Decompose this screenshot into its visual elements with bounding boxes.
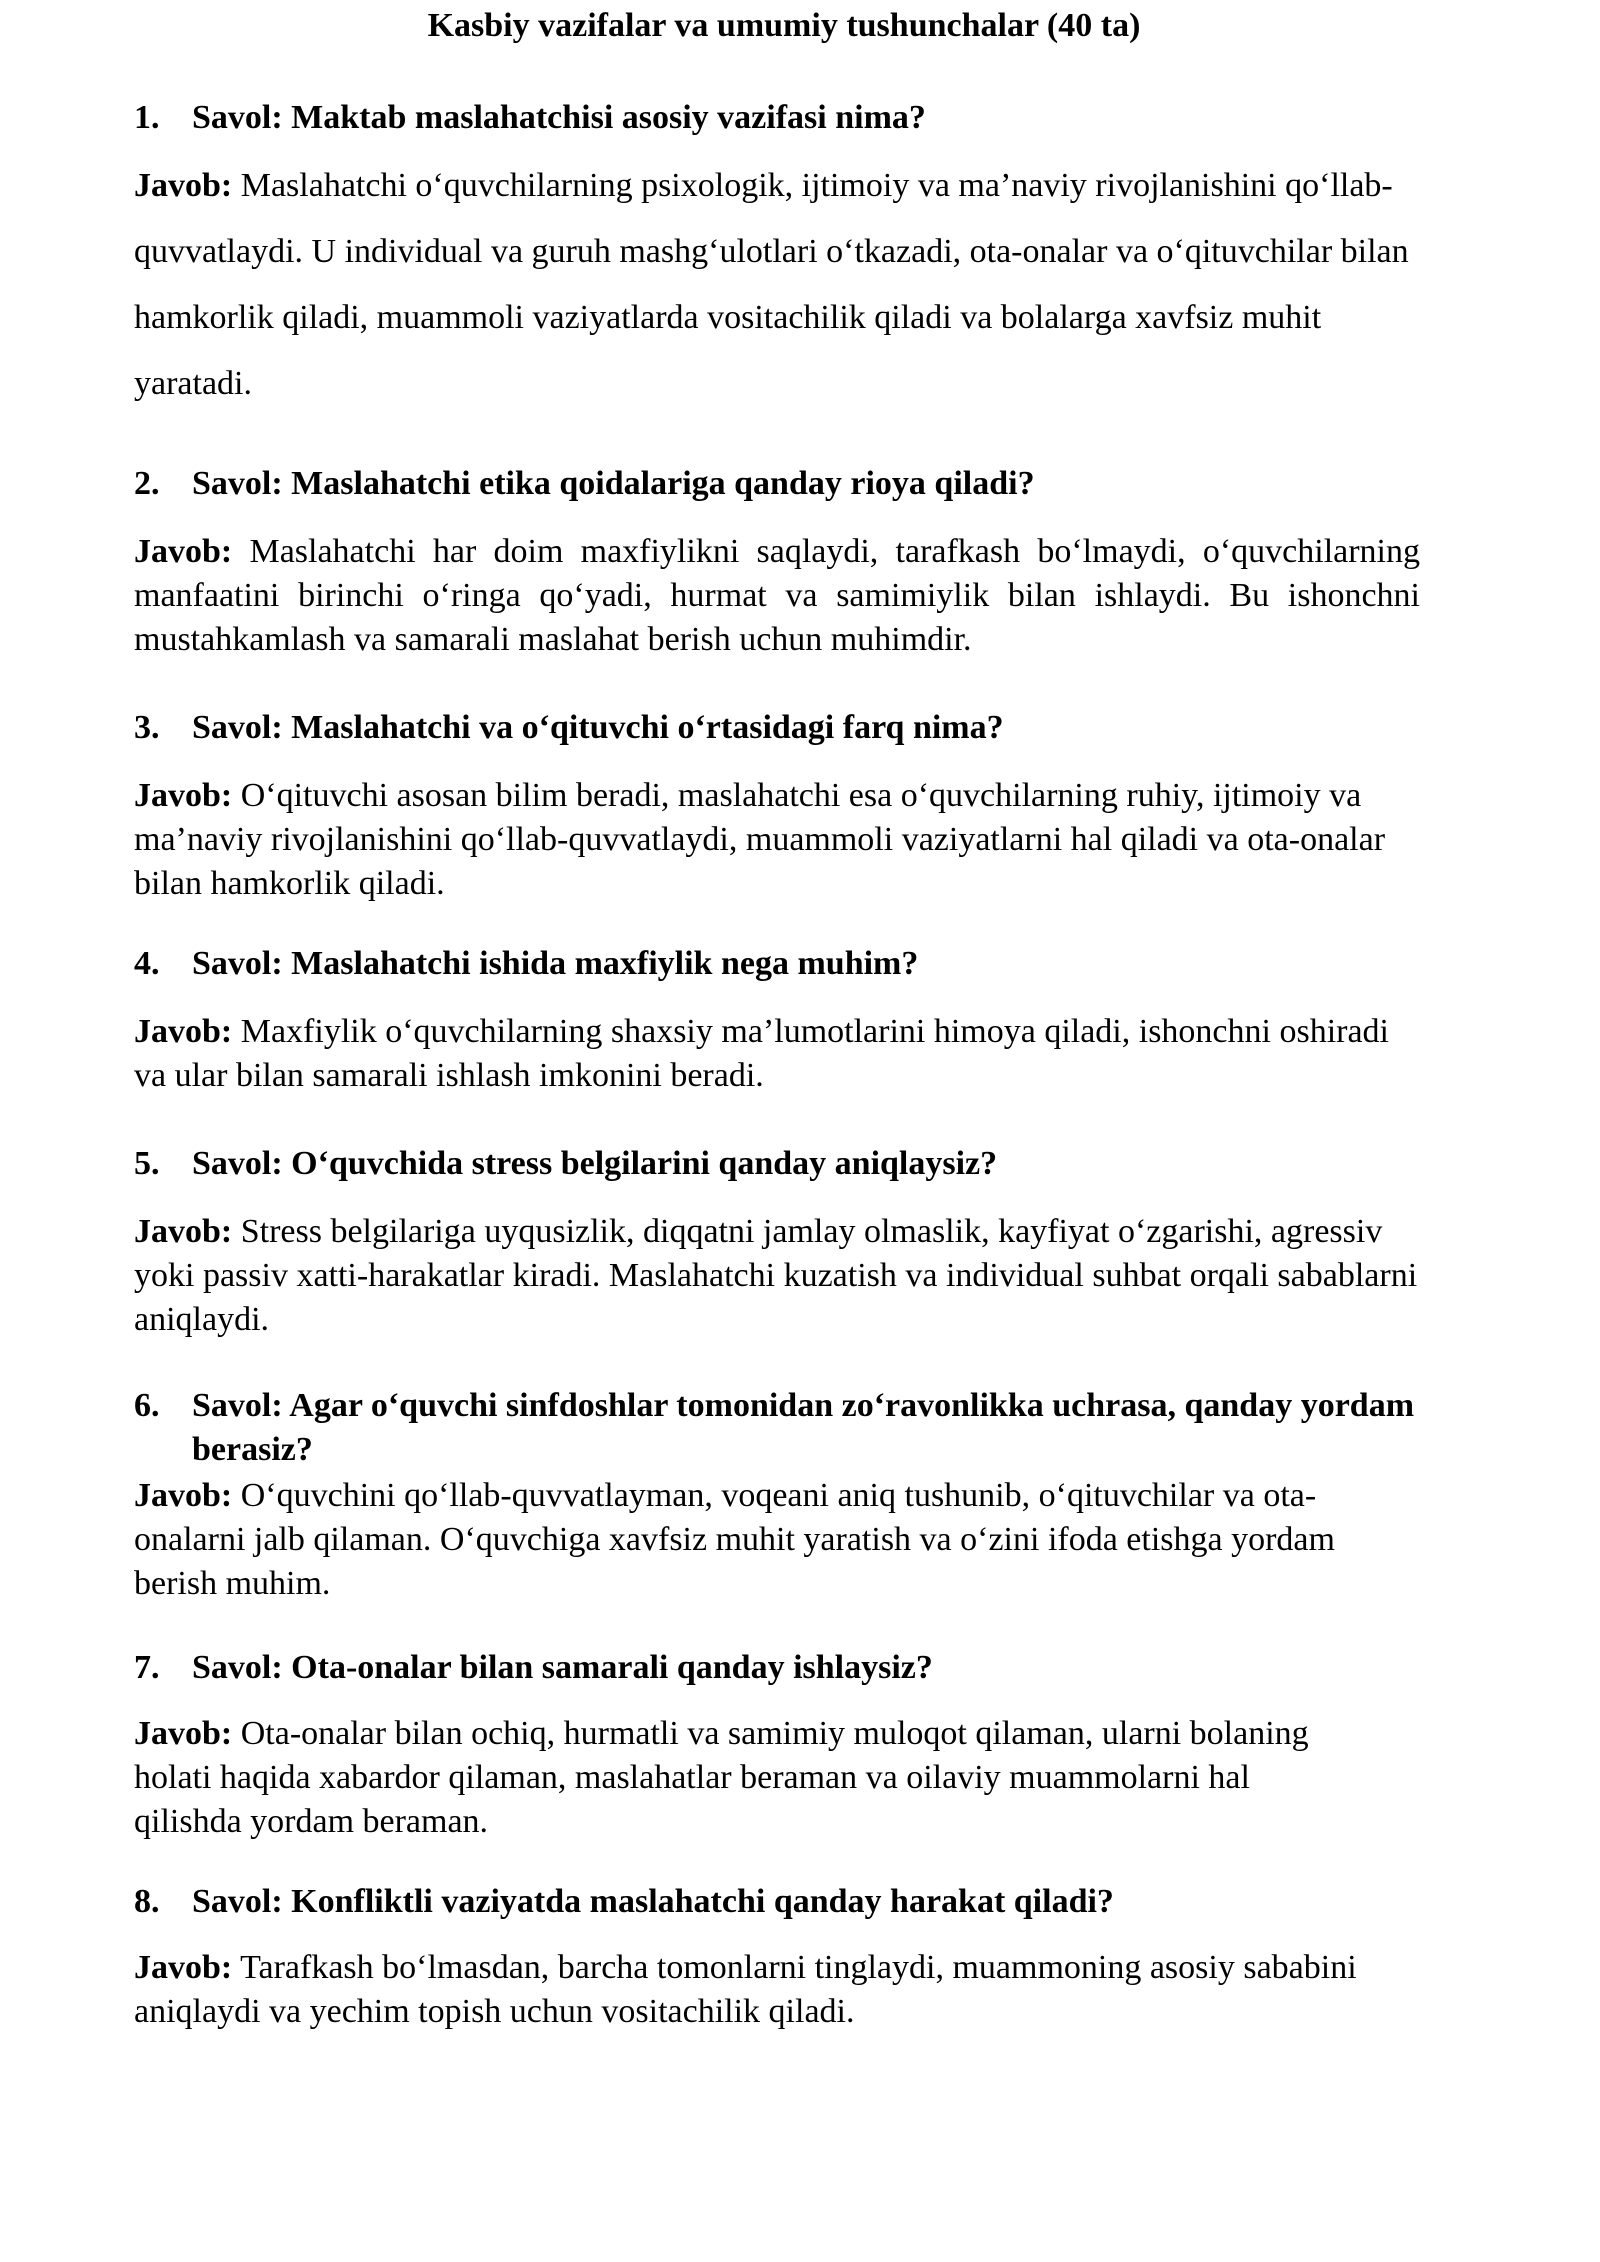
- answer-label: Javob:: [134, 1715, 233, 1752]
- question-text: Savol: Maktab maslahatchisi asosiy vazifasi nima?: [192, 99, 926, 136]
- answer-1: [134, 153, 1414, 417]
- answer-text: O‘qituvchi asosan bilim beradi, maslahatchi esa o‘quvchilarning ruhiy, ijtimoiy va ma’naviy rivojlanishini qo‘llab-quvvatlaydi, muammoli vaziyatlarni hal qiladi va ota-onalar bilan hamkorlik qiladi.: [134, 777, 1386, 902]
- answer-text: Maxfiylik o‘quvchilarning shaxsiy ma’lumotlarini himoya qiladi, ishonchni oshiradi va ular bilan samarali ishlash imkonini beradi.: [134, 1013, 1389, 1094]
- question-number: 1.: [134, 99, 160, 136]
- answer-text: Maslahatchi o‘quvchilarning psixologik, ijtimoiy va ma’naviy rivojlanishini qo‘llab-quvvatlaydi. U individual va guruh mashg‘ulotlari o‘tkazadi, ota-onalar va o‘qituvchilar bilan hamkorlik qiladi, muammoli vaziyatlarda vositachilik qiladi va bolalarga xavfsiz muhit yaratadi.: [134, 167, 1409, 402]
- question-text: Savol: O‘quvchida stress belgilarini qanday aniqlaysiz?: [192, 1145, 998, 1182]
- question-7: [134, 1646, 1434, 1690]
- question-5: [134, 1142, 1434, 1186]
- answer-3: [134, 774, 1424, 906]
- question-text: Savol: Maslahatchi ishida maxfiylik nega muhim?: [192, 945, 919, 982]
- question-text: Savol: Maslahatchi etika qoidalariga qanday rioya qiladi?: [192, 465, 1035, 502]
- answer-text: Tarafkash bo‘lmasdan, barcha tomonlarni tinglaydi, muammoning asosiy sababini aniqlaydi va yechim topish uchun vositachilik qiladi.: [134, 1949, 1357, 2030]
- answer-text: Stress belgilariga uyqusizlik, diqqatni jamlay olmaslik, kayfiyat o‘zgarishi, agressiv yoki passiv xatti-harakatlar kiradi. Maslahatchi kuzatish va individual suhbat orqali sabablarni aniqlaydi.: [134, 1213, 1418, 1338]
- answer-label: Javob:: [134, 1213, 233, 1250]
- answer-8: [134, 1946, 1424, 2034]
- question-number: 8.: [134, 1883, 160, 1920]
- question-1: [134, 96, 1434, 140]
- question-number: 2.: [134, 465, 160, 502]
- answer-label: Javob:: [134, 533, 233, 570]
- question-4: [134, 942, 1434, 986]
- question-text: Savol: Konfliktli vaziyatda maslahatchi qanday harakat qiladi?: [192, 1883, 1114, 1920]
- answer-label: Javob:: [134, 1013, 233, 1050]
- answer-label: Javob:: [134, 167, 233, 204]
- answer-text: Maslahatchi har doim maxfiylikni saqlaydi, tarafkash bo‘lmaydi, o‘quvchilarning manfaatini birinchi o‘ringa qo‘yadi, hurmat va samimiylik bilan ishlaydi. Bu ishonchni mustahkamlash va samarali maslahat berish uchun muhimdir.: [134, 533, 1421, 658]
- question-2: [134, 462, 1434, 506]
- question-text: Savol: Maslahatchi va o‘qituvchi o‘rtasidagi farq nima?: [192, 709, 1004, 746]
- answer-text: Ota-onalar bilan ochiq, hurmatli va samimiy muloqot qilaman, ularni bolaning holati haqida xabardor qilaman, maslahatlar beraman va oilaviy muammolarni hal qilishda yordam beraman.: [134, 1715, 1309, 1840]
- question-number: 6.: [134, 1387, 160, 1424]
- answer-text: O‘quvchini qo‘llab-quvvatlayman, voqeani aniq tushunib, o‘qituvchilar va ota-onalarni jalb qilaman. O‘quvchiga xavfsiz muhit yaratish va o‘zini ifoda etishga yordam berish muhim.: [134, 1477, 1335, 1602]
- answer-7: [134, 1712, 1354, 1844]
- question-number: 7.: [134, 1649, 160, 1686]
- answer-label: Javob:: [134, 777, 233, 814]
- question-number: 4.: [134, 945, 160, 982]
- question-8: [134, 1880, 1434, 1924]
- question-6: [134, 1384, 1434, 1472]
- document-title: Kasbiy vazifalar va umumiy tushunchalar (40 ta): [427, 7, 1141, 44]
- question-number: 3.: [134, 709, 160, 746]
- answer-4: [134, 1010, 1424, 1098]
- answer-5: [134, 1210, 1434, 1342]
- question-number: 5.: [134, 1145, 160, 1182]
- answer-2: [134, 530, 1420, 662]
- question-text: Savol: Agar o‘quvchi sinfdoshlar tomonidan zo‘ravonlikka uchrasa, qanday yordam berasiz?: [192, 1387, 1415, 1468]
- answer-6: [134, 1474, 1424, 1606]
- question-text: Savol: Ota-onalar bilan samarali qanday ishlaysiz?: [192, 1649, 933, 1686]
- question-3: [134, 706, 1434, 750]
- answer-label: Javob:: [134, 1949, 233, 1986]
- answer-label: Javob:: [134, 1477, 233, 1514]
